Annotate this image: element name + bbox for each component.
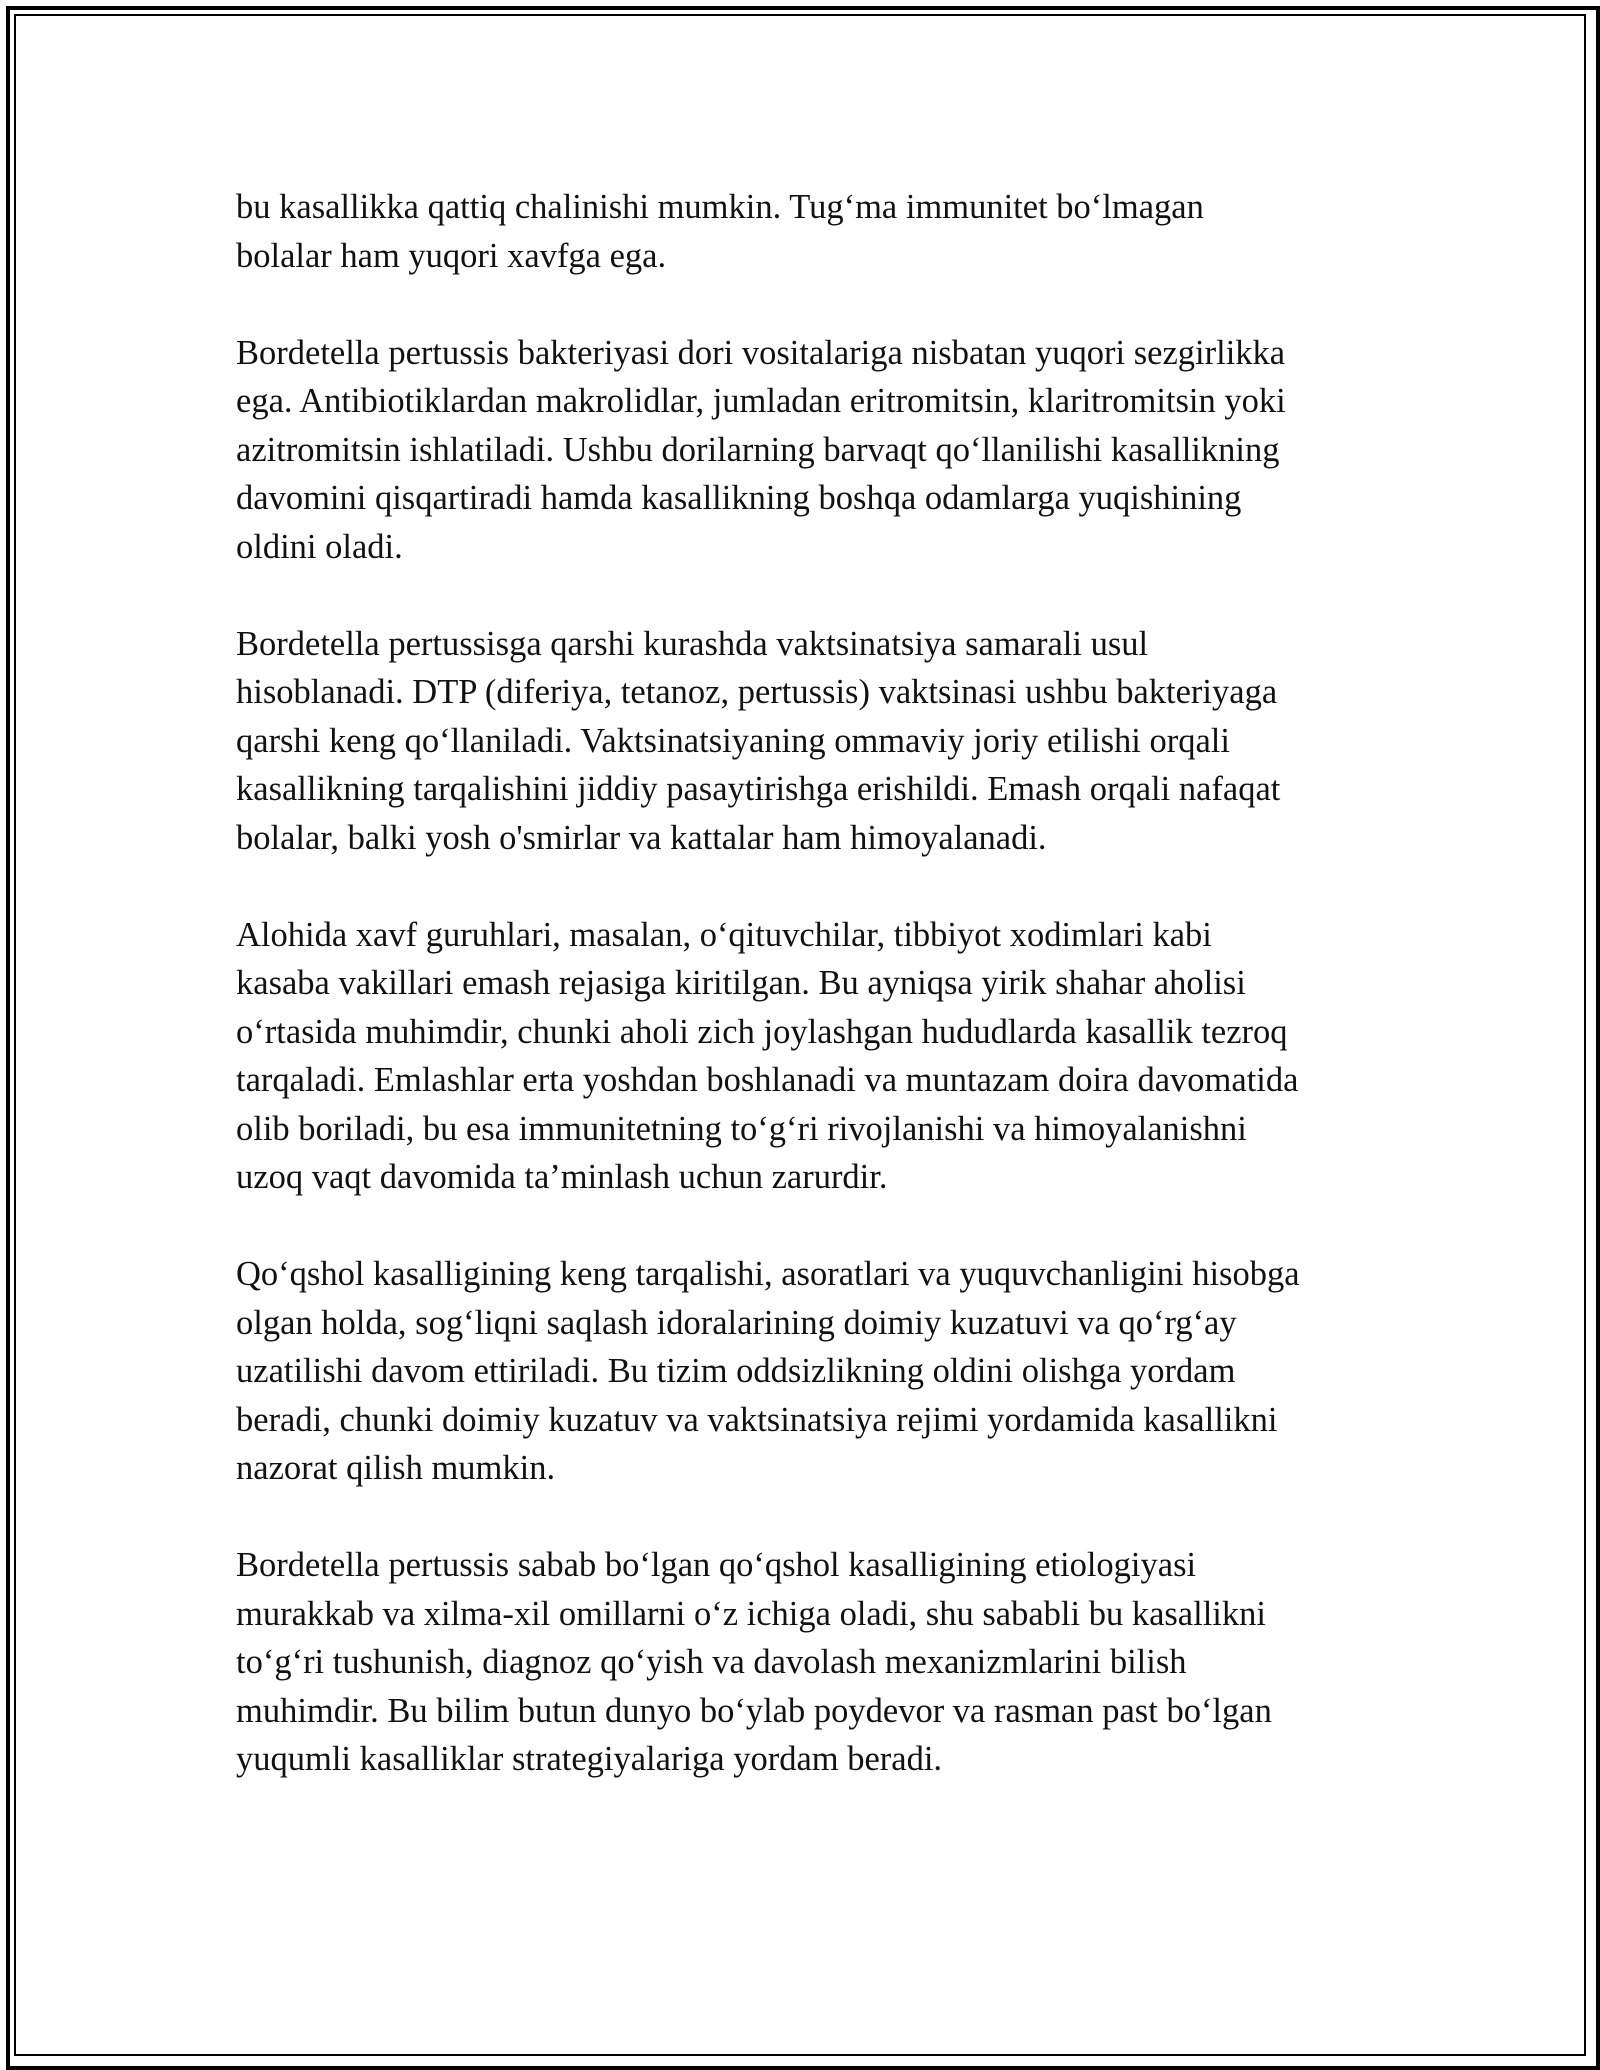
text-line: yuqumli kasalliklar strategiyalariga yordam beradi. bbox=[236, 1740, 943, 1778]
text-line: bu kasallikka qattiq chalinishi mumkin. Tug‘ma immunitet bo‘lmagan bbox=[236, 188, 1204, 226]
text-line: nazorat qilish mumkin. bbox=[236, 1449, 556, 1487]
text-line: olgan holda, sog‘liqni saqlash idoralarining doimiy kuzatuvi va qo‘rg‘ay bbox=[236, 1303, 1237, 1342]
document-body bbox=[236, 183, 1376, 1832]
text-line: azitromitsin ishlatiladi. Ushbu dorilarning barvaqt qo‘llanilishi kasallikning bbox=[236, 430, 1280, 469]
paragraph-1 bbox=[236, 183, 1376, 280]
text-line: to‘g‘ri tushunish, diagnoz qo‘yish va davolash mexanizmlarini bilish bbox=[236, 1643, 1187, 1681]
text-line: beradi, chunki doimiy kuzatuv va vaktsinatsiya rejimi yordamida kasallikni bbox=[236, 1400, 1278, 1439]
text-line: uzoq vaqt davomida ta’minlash uchun zarurdir. bbox=[236, 1158, 888, 1196]
text-line: kasaba vakillari emash rejasiga kiritilgan. Bu ayniqsa yirik shahar aholisi bbox=[236, 964, 1246, 1002]
text-line: qarshi keng qo‘llaniladi. Vaktsinatsiyaning ommaviy joriy etilishi orqali bbox=[236, 721, 1230, 760]
text-line: bolalar, balki yosh o'smirlar va kattalar ham himoyalanadi. bbox=[236, 818, 1047, 857]
paragraph-3 bbox=[236, 620, 1376, 863]
paragraph-6 bbox=[236, 1541, 1376, 1784]
text-line: bolalar ham yuqori xavfga ega. bbox=[236, 236, 667, 275]
text-line: o‘rtasida muhimdir, chunki aholi zich joylashgan hududlarda kasallik tezroq bbox=[236, 1012, 1288, 1051]
text-line: davomini qisqartiradi hamda kasallikning boshqa odamlarga yuqishining bbox=[236, 479, 1242, 517]
text-line: tarqaladi. Emlashlar erta yoshdan boshlanadi va muntazam doira davomatida bbox=[236, 1061, 1299, 1099]
text-line: oldini oladi. bbox=[236, 527, 403, 566]
paragraph-5 bbox=[236, 1250, 1376, 1493]
text-line: hisoblanadi. DTP (diferiya, tetanoz, pertussis) vaktsinasi ushbu bakteriyaga bbox=[236, 673, 1278, 711]
text-line: olib boriladi, bu esa immunitetning to‘g‘ri rivojlanishi va himoyalanishni bbox=[236, 1109, 1247, 1148]
paragraph-2 bbox=[236, 329, 1376, 572]
text-line: Bordetella pertussisga qarshi kurashda vaktsinatsiya samarali usul bbox=[236, 624, 1149, 663]
text-line: Bordetella pertussis sabab bo‘lgan qo‘qshol kasalligining etiologiyasi bbox=[236, 1546, 1197, 1584]
text-line: kasallikning tarqalishini jiddiy pasaytirishga erishildi. Emash orqali nafaqat bbox=[236, 770, 1281, 808]
text-line: murakkab va xilma-xil omillarni o‘z ichiga oladi, shu sababli bu kasallikni bbox=[236, 1594, 1266, 1633]
text-line: muhimdir. Bu bilim butun dunyo bo‘ylab poydevor va rasman past bo‘lgan bbox=[236, 1691, 1272, 1730]
text-line: Qo‘qshol kasalligining keng tarqalishi, asoratlari va yuquvchanligini hisobga bbox=[236, 1255, 1300, 1293]
text-line: ega. Antibiotiklardan makrolidlar, jumladan eritromitsin, klaritromitsin yoki bbox=[236, 382, 1286, 420]
text-line: Alohida xavf guruhlari, masalan, o‘qituvchilar, tibbiyot xodimlari kabi bbox=[236, 915, 1212, 954]
paragraph-4 bbox=[236, 911, 1376, 1202]
text-line: Bordetella pertussis bakteriyasi dori vositalariga nisbatan yuqori sezgirlikka bbox=[236, 333, 1286, 372]
text-line: uzatilishi davom ettiriladi. Bu tizim oddsizlikning oldini olishga yordam bbox=[236, 1352, 1236, 1390]
